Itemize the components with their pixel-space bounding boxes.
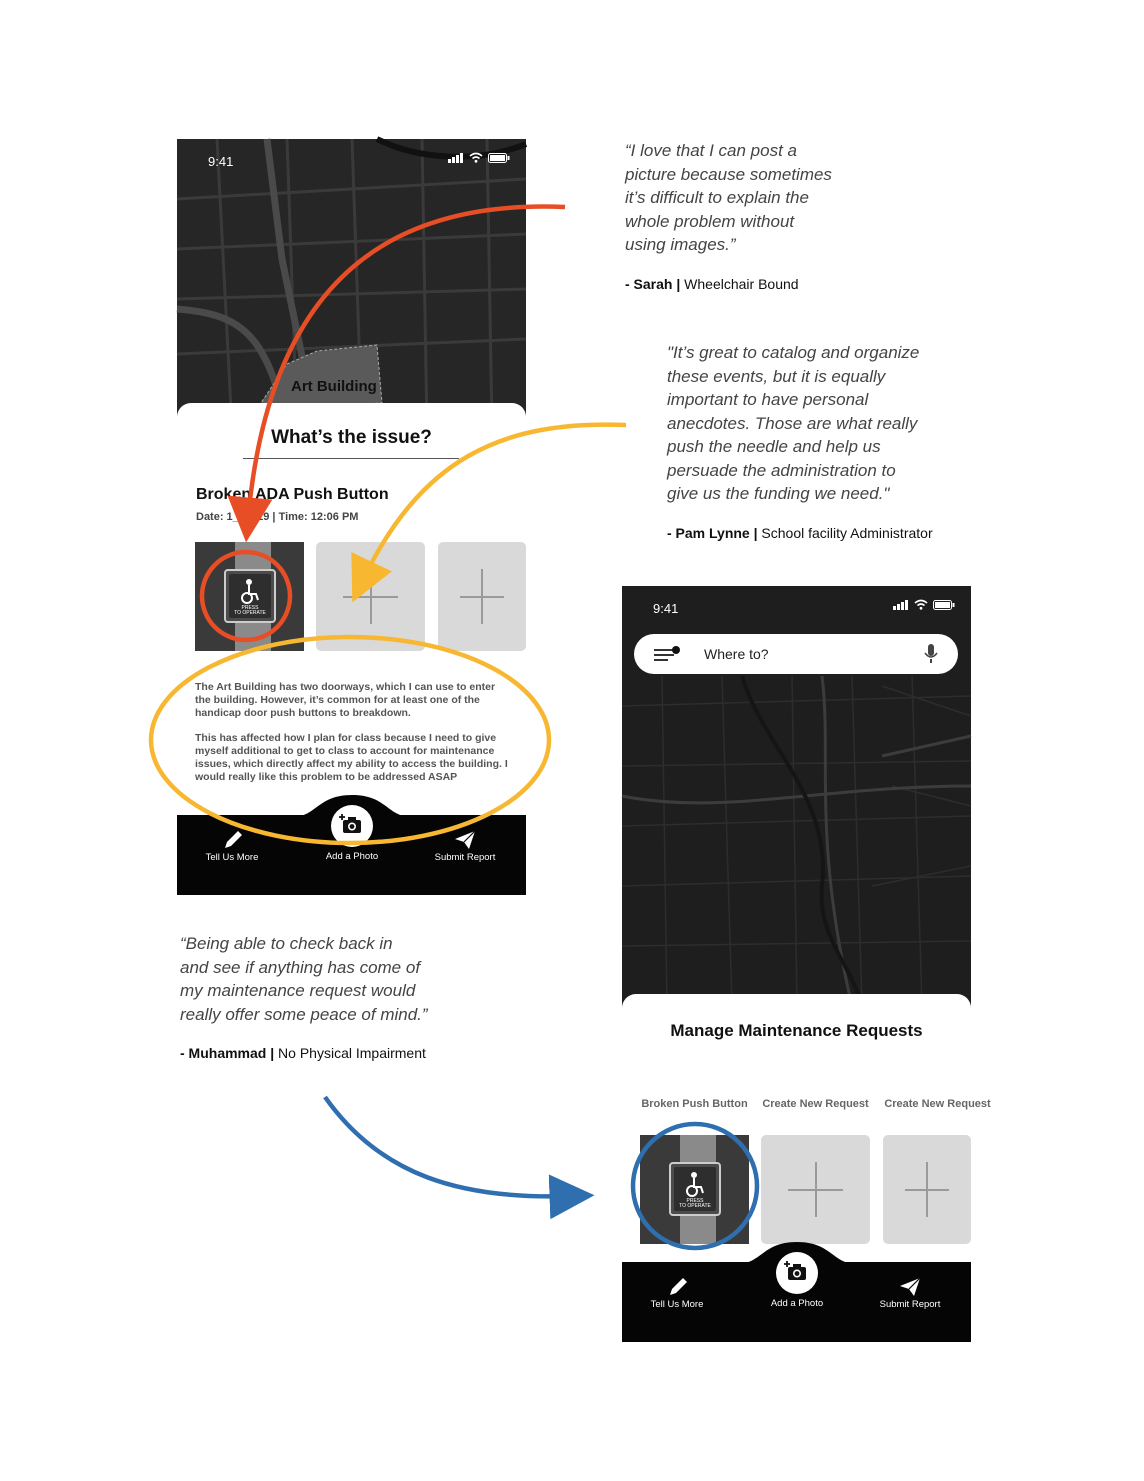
quote-line: it’s difficult to explain the [625,188,809,207]
nav-tell-us-label: Tell Us More [205,852,259,863]
mic-icon[interactable] [924,644,938,664]
nav-tell-us-more-2[interactable] [637,1276,717,1310]
create-request-card-2[interactable] [883,1135,971,1244]
issue-sheet [177,403,526,815]
quote-line: these events, but it is equally [667,366,886,386]
quote-line: using images.” [625,235,736,254]
pencil-icon [637,1276,717,1298]
quote-line: push the needle and help us [667,437,881,456]
quote-muhammad [180,932,428,1026]
battery-icon [933,600,955,610]
quote-line: and see if anything has come of [180,957,421,977]
battery-icon [488,153,510,163]
manage-title: Manage Maintenance Requests [670,1021,923,1040]
quote-line: persuade the administration to [667,460,896,480]
svg-text:PRESS: PRESS [686,1198,704,1204]
search-input[interactable]: Where to? [704,646,769,662]
signal-icon [893,600,909,610]
attribution-name: - Pam Lynne | [667,525,758,541]
phone-screen-manage [622,586,991,1342]
quote-line: picture because sometimes [625,164,832,184]
camera-button[interactable] [331,805,373,847]
nav-submit-report[interactable] [425,829,505,863]
status-time: 9:41 [208,154,234,169]
map-building-label: Art Building [291,378,377,395]
attribution-muhammad [180,1045,426,1061]
quote-line: give us the funding we need." [667,484,890,503]
wifi-icon [914,600,928,610]
svg-text:PRESS: PRESS [241,605,259,611]
send-icon [870,1276,950,1298]
nav-add-photo-label-2: Add a Photo [770,1298,824,1309]
quote-line: "It’s great to catalog and organize [667,343,920,362]
push-button-photo-2 [640,1135,749,1244]
quote-line: “Being able to check back in [180,934,393,953]
map-background [177,139,526,429]
blue-arrow [325,1097,572,1196]
description-paragraph-1: The Art Building has two doorways, which I can use to enter the building. However, it’s common for at least one of the handicap door push buttons to breakdown. [195,681,496,719]
card-label-2: Create New Request [762,1098,869,1110]
search-bar[interactable] [634,634,958,674]
quote-line: “I love that I can post a [625,141,797,160]
create-request-card-1[interactable] [761,1135,870,1244]
camera-icon [331,805,373,847]
nav-tell-us-more[interactable] [192,829,272,863]
send-icon [425,829,505,851]
quote-line: really offer some peace of mind.” [180,1004,428,1024]
pencil-icon [192,829,272,851]
attribution-role: No Physical Impairment [278,1045,426,1061]
quote-pam [667,341,919,506]
svg-text:TO OPERATE: TO OPERATE [234,610,266,616]
title-divider [243,458,459,459]
sheet-title: What’s the issue? [271,427,432,448]
attribution-pam [667,525,933,541]
menu-icon[interactable] [654,646,680,664]
quote-line: anecdotes. Those are what really [667,413,918,433]
quote-line: whole problem without [625,211,795,231]
attribution-role: Wheelchair Bound [684,276,799,292]
nav-submit-label: Submit Report [434,852,496,863]
camera-icon [776,1252,818,1294]
push-button-photo [195,542,304,651]
description-paragraph-2: This has affected how I plan for class because I need to give myself additional to get to class to account for maintenance issues, which directly affect my ability to access the building. I would really like this problem to be addressed ASAP [195,732,508,783]
attribution-role: School facility Administrator [761,525,933,541]
quote-line: my maintenance request would [180,981,416,1000]
add-photo-placeholder-2[interactable] [438,542,526,651]
phone-screen-report [177,139,526,895]
attribution-sarah [625,276,799,292]
card-label-1: Broken Push Button [641,1098,748,1110]
card-label-3: Create New Request [884,1098,991,1110]
issue-date-time: Date: 1_.__.19 | Time: 12:06 PM [196,511,359,523]
nav-submit-report-2[interactable] [870,1276,950,1310]
attribution-name: - Sarah | [625,276,681,292]
attribution-name: - Muhammad | [180,1045,275,1061]
status-bar-2 [622,586,971,626]
wifi-icon [469,153,483,163]
quote-sarah [625,139,832,257]
issue-description[interactable] [195,681,513,796]
issue-photo[interactable] [195,542,304,651]
camera-button-2[interactable] [776,1252,818,1294]
svg-text:TO OPERATE: TO OPERATE [679,1203,711,1209]
nav-add-photo-label: Add a Photo [325,851,379,862]
add-photo-placeholder-1[interactable] [316,542,425,651]
status-time-2: 9:41 [653,601,679,616]
status-bar [177,139,526,179]
manage-sheet [622,994,991,1264]
request-card-broken-button[interactable] [640,1135,749,1244]
nav-submit-label-2: Submit Report [879,1299,941,1310]
nav-add-photo-2[interactable] [757,1298,837,1309]
issue-title: Broken ADA Push Button [196,486,389,503]
quote-line: important to have personal [667,390,869,409]
nav-tell-us-label-2: Tell Us More [650,1299,704,1310]
nav-add-photo[interactable] [312,851,392,862]
signal-icon [448,153,464,163]
